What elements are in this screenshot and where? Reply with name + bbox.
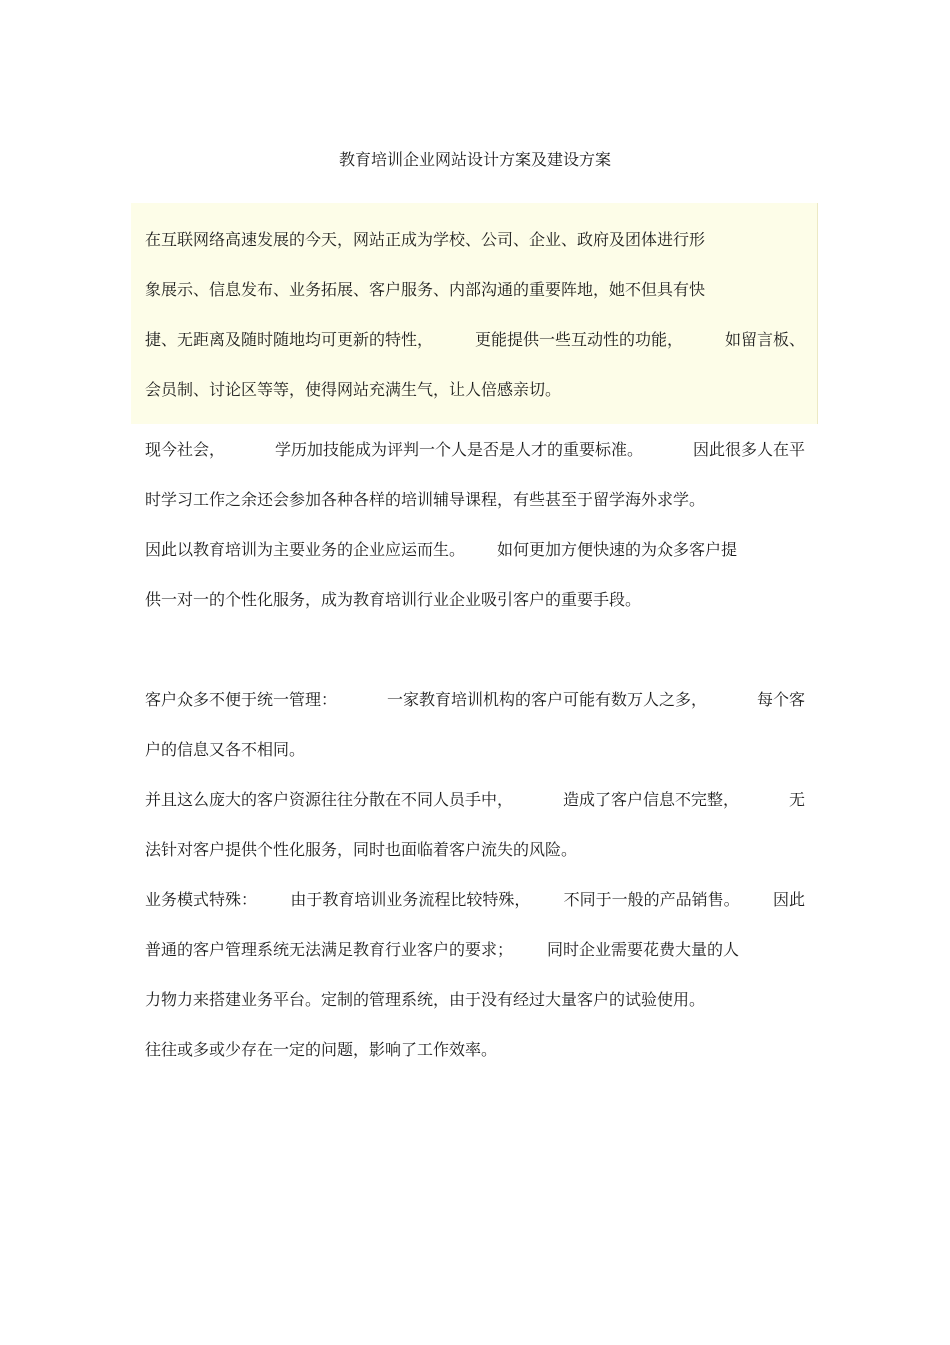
document-title: 教育培训企业网站设计方案及建设方案	[338, 150, 611, 169]
line-segment: 由于教育培训业务流程比较特殊，	[290, 890, 531, 909]
paragraph-line	[145, 788, 805, 812]
intro-line-segment: 如留言板、	[724, 330, 805, 349]
intro-line: 象展示、信息发布、业务拓展、客户服务、内部沟通的重要阵地，她不但具有快	[145, 280, 706, 299]
line-segment: 如何更加方便快速的为众多客户提	[497, 540, 738, 559]
paragraph-line: 力物力来搭建业务平台。定制的管理系统，由于没有经过大量客户的试验使用。	[145, 990, 706, 1009]
paragraph-line	[145, 538, 737, 562]
paragraph-line: 往往或多或少存在一定的问题，影响了工作效率。	[145, 1040, 498, 1059]
intro-line-segment: 捷、无距离及随时随地均可更新的特性，	[145, 330, 434, 349]
paragraph-line	[145, 688, 805, 712]
line-segment: 因此	[772, 890, 805, 909]
line-segment: 因此很多人在平	[692, 440, 805, 459]
paragraph-line	[145, 438, 805, 462]
intro-line	[145, 328, 805, 352]
line-segment: 每个客	[756, 690, 805, 709]
line-segment: 业务模式特殊：	[145, 890, 258, 909]
paragraph-line	[145, 938, 739, 962]
paragraph-line: 户的信息又各不相同。	[145, 740, 306, 759]
paragraph-line: 供一对一的个性化服务，成为教育培训行业企业吸引客户的重要手段。	[145, 590, 642, 609]
line-segment: 学历加技能成为评判一个人是否是人才的重要标准。	[274, 440, 643, 459]
line-segment: 现今社会，	[145, 440, 226, 459]
line-segment: 造成了客户信息不完整，	[562, 790, 739, 809]
line-segment: 普通的客户管理系统无法满足教育行业客户的要求；	[145, 940, 514, 959]
intro-line: 会员制、讨论区等等，使得网站充满生气，让人倍感亲切。	[145, 380, 562, 399]
line-segment: 不同于一般的产品销售。	[563, 890, 740, 909]
line-segment: 同时企业需要花费大量的人	[547, 940, 740, 959]
line-segment: 无	[788, 790, 805, 809]
intro-line: 在互联网络高速发展的今天，网站正成为学校、公司、企业、政府及团体进行形	[145, 230, 706, 249]
paragraph-line: 法针对客户提供个性化服务，同时也面临着客户流失的风险。	[145, 840, 578, 859]
line-segment: 一家教育培训机构的客户可能有数万人之多，	[386, 690, 707, 709]
intro-line-segment: 更能提供一些互动性的功能，	[474, 330, 683, 349]
paragraph-line: 时学习工作之余还会参加各种各样的培训辅导课程，有些甚至于留学海外求学。	[145, 490, 706, 509]
line-segment: 客户众多不便于统一管理：	[145, 690, 338, 709]
paragraph-line	[145, 888, 805, 912]
line-segment: 并且这么庞大的客户资源往往分散在不同人员手中，	[145, 790, 514, 809]
line-segment: 因此以教育培训为主要业务的企业应运而生。	[145, 540, 466, 559]
